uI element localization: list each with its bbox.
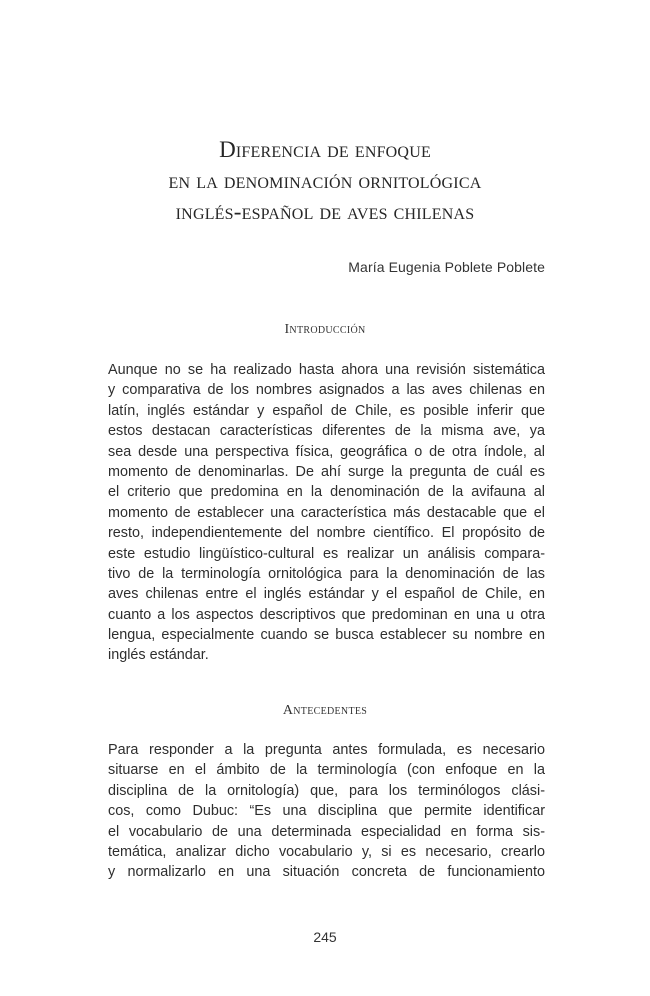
text-line: Aunque no se ha realizado hasta ahora una revisión sistemática bbox=[108, 362, 545, 378]
text-line: y comparativa de los nombres asignados a las aves chilenas en bbox=[108, 382, 545, 399]
text-line: este estudio lingüístico-cultural es realizar un análisis compara- bbox=[108, 545, 545, 562]
text-line: momento de establecer una característica más destacable que el bbox=[108, 504, 545, 521]
title-line: en la denominación ornitológica bbox=[168, 168, 482, 193]
text-line: aves chilenas entre el inglés estándar y el español de Chile, en bbox=[108, 586, 545, 603]
text-line: sea desde una perspectiva física, geográfica o de otra índole, al bbox=[108, 443, 545, 460]
text-line: latín, inglés estándar y español de Chile, es posible inferir que bbox=[108, 402, 545, 419]
text-line: el criterio que predomina en la denominación de la avifauna al bbox=[108, 484, 545, 501]
paragraph-antecedentes bbox=[108, 740, 545, 883]
text-line: disciplina de la ornitología) que, para los terminólogos clási- bbox=[108, 782, 545, 799]
text-line: inglés estándar. bbox=[108, 647, 209, 664]
text-line: lengua, especialmente cuando se busca establecer su nombre en bbox=[108, 627, 545, 644]
text-line: resto, independientemente del nombre científico. El propósito de bbox=[108, 525, 545, 542]
text-line: el vocabulario de una determinada especialidad en forma sis- bbox=[108, 823, 545, 840]
text-line: cuanto a los aspectos descriptivos que predominan en una u otra bbox=[108, 606, 545, 623]
title-line: Diferencia de enfoque bbox=[219, 137, 431, 162]
text-line: y normalizarlo en una situación concreta de funcionamiento bbox=[108, 864, 545, 881]
section-heading-introduccion: Introducción bbox=[284, 322, 366, 337]
text-line: cos, como Dubuc: “Es una disciplina que permite identificar bbox=[108, 803, 545, 820]
text-line: situarse en el ámbito de la terminología (con enfoque en la bbox=[108, 762, 545, 779]
text-line: momento de denominarlas. De ahí surge la pregunta de cuál es bbox=[108, 463, 545, 480]
title-line: inglés-español de aves chilenas bbox=[175, 199, 475, 224]
paragraph-introduccion bbox=[108, 360, 545, 666]
section-heading-antecedentes: Antecedentes bbox=[282, 703, 368, 718]
author-name: María Eugenia Poblete Poblete bbox=[348, 259, 545, 275]
text-line: Para responder a la pregunta antes formulada, es necesario bbox=[108, 742, 545, 758]
text-line: temática, analizar dicho vocabulario y, si es necesario, crearlo bbox=[108, 843, 545, 860]
chapter-title bbox=[0, 134, 650, 227]
page-number: 245 bbox=[313, 929, 337, 945]
text-line: tivo de la terminología ornitológica para la denominación de las bbox=[108, 565, 545, 582]
text-line: estos destacan características diferentes de la misma ave, ya bbox=[108, 423, 545, 440]
